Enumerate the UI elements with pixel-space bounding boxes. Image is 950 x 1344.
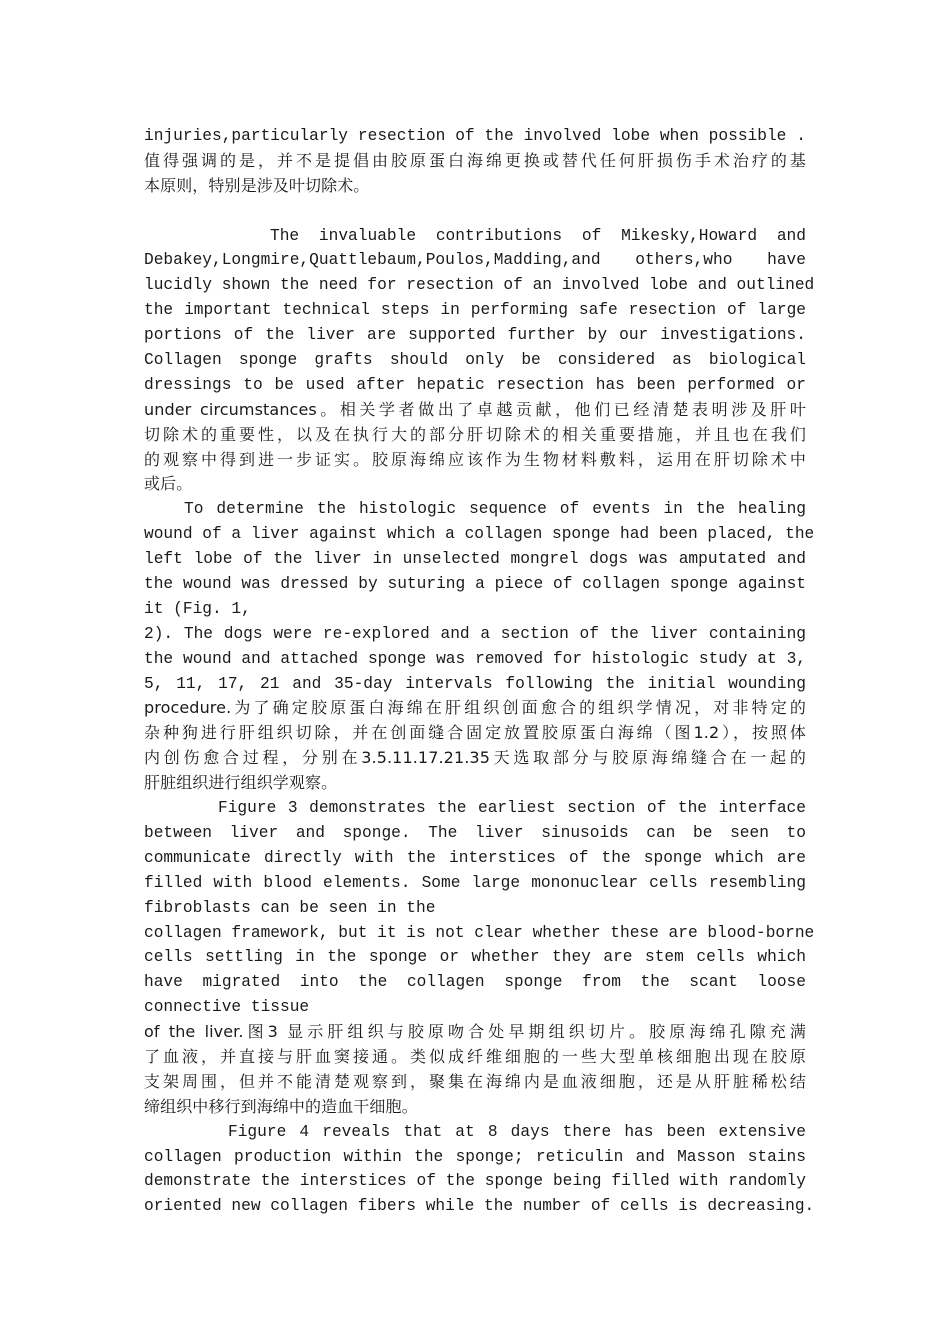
text-line: filled with blood elements. Some large mononuclear cells resembling [144,873,806,892]
text-line: 缔组织中移行到海绵中的造血干细胞。 [144,1096,418,1116]
text-line: collagen production within the sponge; reticulin and Masson stains [144,1147,806,1166]
text-line: the important technical steps in performing safe resection of large [144,301,806,320]
text-line: 肝脏组织进行组织学观察。 [144,773,338,793]
text-line: communicate directly with the interstices of the sponge which are [144,848,806,867]
text-line: Figure 3 demonstrates the earliest section of the interface [218,799,806,818]
text-line: dressings to be used after hepatic resection has been performed or [144,375,806,394]
text-line: connective tissue [144,998,310,1017]
text-line: portions of the liver are supported further by our investigations. [144,326,806,345]
text-line: 切除术的重要性，以及在执行大的部分肝切除术的相关重要措施，并且也在我们 [144,424,806,444]
text-line: injuries,particularly resection of the involved lobe when possible . [144,127,806,145]
text-line: cells settling in the sponge or whether they are stem cells which [144,948,806,967]
text-line: 值得强调的是，并不是提倡由胶原蛋白海绵更换或替代任何肝损伤手术治疗的基 [144,150,806,170]
text-line: under circumstances。相关学者做出了卓越贡献，他们已经清楚表明涉及肝叶 [144,399,806,419]
document-body [144,124,815,1219]
text-line: Debakey,Longmire,Quattlebaum,Poulos,Madding,and others,who have [144,251,806,270]
blank-line [144,199,806,224]
text-line: Collagen sponge grafts should only be considered as biological [144,351,806,370]
text-line: oriented new collagen fibers while the number of cells is decreasing. [144,1197,815,1216]
text-line: have migrated into the collagen sponge from the scant loose [144,973,806,992]
text-line: To determine the histologic sequence of events in the healing [184,500,806,519]
text-line: 2). The dogs were re-explored and a section of the liver containing [144,624,806,643]
text-line: The invaluable contributions of Mikesky,Howard and [270,226,806,245]
text-line: 了血液，并直接与肝血窦接通。类似成纤维细胞的一些大型单核细胞出现在胶原 [144,1046,806,1066]
text-line: lucidly shown the need for resection of an involved lobe and outlined [144,276,815,295]
text-line: the wound was dressed by suturing a piece of collagen sponge against [144,575,806,594]
text-line: 内创伤愈合过程，分别在3.5.11.17.21.35天选取部分与胶原海绵缝合在一起的 [144,748,806,768]
text-line: procedure.为了确定胶原蛋白海绵在肝组织创面愈合的组织学情况，对非特定的 [144,698,806,718]
text-line: 的观察中得到进一步证实。胶原海绵应该作为生物材料敷料，运用在肝切除术中 [144,449,806,469]
text-line: collagen framework, but it is not clear whether these are blood-borne [144,923,815,942]
text-line: 或后。 [144,474,193,494]
text-line: 5, 11, 17, 21 and 35-day intervals following the initial wounding [144,674,806,693]
text-line: 支架周围，但并不能清楚观察到，聚集在海绵内是血液细胞，还是从肝脏稀松结 [144,1071,806,1091]
text-line: it (Fig. 1, [144,599,251,618]
text-line: 杂种狗进行肝组织切除，并在创面缝合固定放置胶原蛋白海绵（图1.2），按照体 [144,723,806,743]
text-line: demonstrate the interstices of the sponge being filled with randomly [144,1172,806,1191]
text-line: left lobe of the liver in unselected mongrel dogs was amputated and [144,550,806,569]
text-line: 本原则，特别是涉及叶切除术。 [144,175,370,195]
text-line: of the liver.图3 显示肝组织与胶原吻合处早期组织切片。胶原海绵孔隙充满 [144,1022,806,1042]
text-line: the wound and attached sponge was removed for histologic study at 3, [144,649,806,668]
text-line: wound of a liver against which a collagen sponge had been placed, the [144,525,815,544]
text-line: Figure 4 reveals that at 8 days there has been extensive [228,1122,806,1141]
text-line: fibroblasts can be seen in the [144,898,436,917]
text-line: between liver and sponge. The liver sinusoids can be seen to [144,823,806,842]
